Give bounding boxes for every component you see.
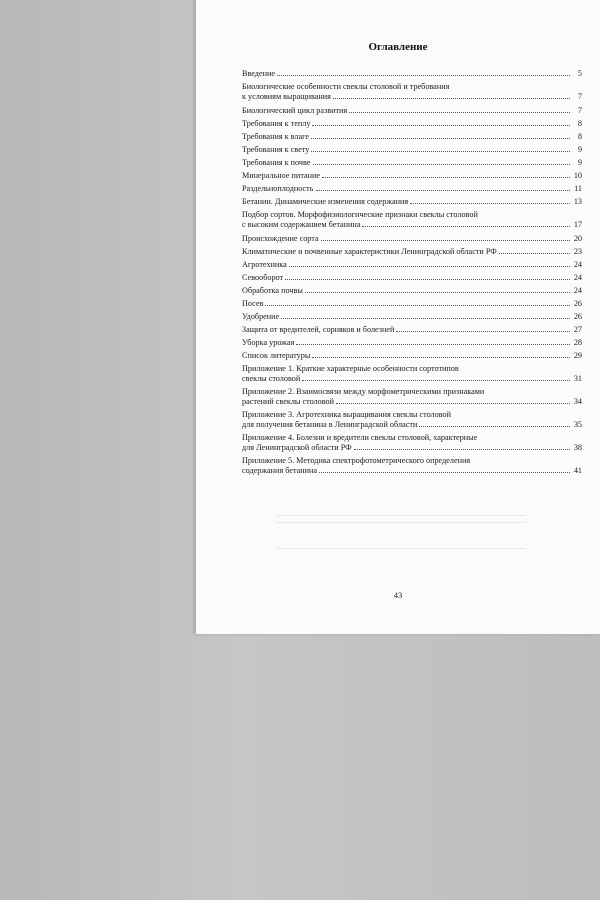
toc-entry-line [242, 234, 582, 244]
toc-entry-text: Требования к почве [242, 158, 311, 167]
dot-leader [285, 279, 570, 280]
toc-entry [242, 260, 582, 270]
toc-page-number: 41 [573, 466, 582, 475]
toc-entry-line [242, 338, 582, 348]
toc-entry-line [242, 145, 582, 155]
toc-entry-text: Приложение 3. Агротехника выращивания свеклы столовой [242, 410, 452, 419]
document-page [196, 0, 600, 634]
dot-leader [289, 266, 570, 267]
toc-entry [242, 158, 582, 168]
toc-entry-line [242, 387, 582, 397]
toc-entry-line [242, 325, 582, 335]
toc-entry [242, 364, 582, 384]
toc-entry-line [242, 286, 582, 296]
toc-entry [242, 106, 582, 116]
toc-entry-line [242, 312, 582, 322]
toc-entry-text: Приложение 1. Краткие характерные особенности сортотипов [242, 364, 459, 373]
dot-leader [354, 449, 570, 450]
dot-leader [312, 357, 570, 358]
toc-entry-line [242, 69, 582, 79]
toc-entry [242, 171, 582, 181]
toc-entry-line [242, 443, 582, 453]
toc-page-number: 9 [577, 145, 582, 154]
toc-page-number: 5 [577, 69, 582, 78]
toc-entry [242, 338, 582, 348]
toc-entry-line [242, 119, 582, 129]
toc-page-number: 26 [573, 299, 582, 308]
dot-leader [316, 190, 571, 191]
dot-leader [499, 253, 570, 254]
dot-leader [302, 380, 570, 381]
toc-entry-text: Климатические и почвенные характеристики Ленинградской области РФ [242, 247, 497, 256]
dot-leader [336, 403, 570, 404]
toc-entry-text: Требования к влаге [242, 132, 310, 141]
toc-entry-line [242, 466, 582, 476]
toc-page-number: 24 [573, 260, 582, 269]
toc-page-number: 23 [573, 247, 582, 256]
toc-entry-text: для Ленинградской области РФ [242, 443, 352, 452]
toc-entry-text: растений свеклы столовой [242, 397, 335, 406]
toc-entry [242, 119, 582, 129]
dot-leader [322, 177, 570, 178]
toc-entry-text: Уборка урожая [242, 338, 295, 347]
toc-entry-text: Севооборот [242, 273, 284, 282]
toc-entry-text: Удобрение [242, 312, 280, 321]
page-number: 43 [393, 590, 403, 600]
toc-entry-text: Приложение 2. Взаимосвязи между морфометрическими признаками [242, 387, 485, 396]
toc-entry [242, 286, 582, 296]
bleed-through-line [276, 522, 526, 523]
dot-leader [312, 125, 570, 126]
dot-leader [311, 138, 570, 139]
toc-entry-line [242, 420, 582, 430]
toc-page-number: 34 [573, 397, 582, 406]
dot-leader [281, 318, 570, 319]
toc-entry-text: Приложение 4. Болезни и вредители свеклы столовой, характерные [242, 433, 478, 442]
toc-entry [242, 69, 582, 79]
toc-page-number: 13 [573, 197, 582, 206]
toc-entry-line [242, 184, 582, 194]
bleed-through-line [276, 515, 526, 516]
dot-leader [265, 305, 570, 306]
toc-entry-line [242, 364, 582, 374]
toc-entry [242, 247, 582, 257]
toc-entry-line [242, 220, 582, 230]
toc-page-number: 35 [573, 420, 582, 429]
toc-page-number: 7 [577, 92, 582, 101]
toc-page-number: 10 [573, 171, 582, 180]
dot-leader [362, 226, 570, 227]
dot-leader [311, 151, 570, 152]
toc-entry-line [242, 158, 582, 168]
toc-entry-line [242, 92, 582, 102]
toc-entry-text: Посев [242, 299, 264, 308]
toc-entry [242, 433, 582, 453]
toc-entry-text: Приложение 5. Методика спектрофотометрического определения [242, 456, 471, 465]
toc-entry [242, 234, 582, 244]
dot-leader [277, 75, 570, 76]
toc-page-number: 31 [573, 374, 582, 383]
toc-entry [242, 197, 582, 207]
toc-entry-line [242, 210, 582, 220]
toc-entry-line [242, 456, 582, 466]
toc-entry-text: Требования к теплу [242, 119, 311, 128]
toc-page-number: 26 [573, 312, 582, 321]
toc-entry [242, 410, 582, 430]
toc-entry-line [242, 82, 582, 92]
toc-entry-text: Происхождение сорта [242, 234, 319, 243]
toc-page-number: 8 [577, 119, 582, 128]
toc-entry [242, 273, 582, 283]
dot-leader [349, 112, 570, 113]
toc-page-number: 9 [577, 158, 582, 167]
toc-entry-text: с высоким содержанием бетанина [242, 220, 361, 229]
toc-page-number: 28 [573, 338, 582, 347]
toc-page-number: 7 [577, 106, 582, 115]
dot-leader [419, 426, 570, 427]
toc-entry [242, 351, 582, 361]
toc-entry [242, 456, 582, 476]
toc-entry [242, 299, 582, 309]
toc-entry [242, 184, 582, 194]
toc-entry-line [242, 106, 582, 116]
toc-entry-line [242, 374, 582, 384]
toc-entry [242, 325, 582, 335]
toc-entry-text: Подбор сортов. Морфофизиологические признаки свеклы столовой [242, 210, 478, 219]
toc-entry-text: Список литературы [242, 351, 311, 360]
toc-page-number: 24 [573, 286, 582, 295]
toc-entry [242, 387, 582, 407]
toc-page-number: 20 [573, 234, 582, 243]
toc-entry-text: для получения бетанина в Ленинградской области [242, 420, 418, 429]
toc-entry-text: к условиям выращивания [242, 92, 331, 101]
dot-leader [410, 203, 570, 204]
toc-entry-text: свеклы столовой [242, 374, 301, 383]
toc-entry-line [242, 299, 582, 309]
toc-entry-text: Раздельноплодность [242, 184, 314, 193]
toc-entry-text: Минеральное питание [242, 171, 321, 180]
toc-entry-line [242, 273, 582, 283]
dot-leader [296, 344, 570, 345]
toc-entry-line [242, 410, 582, 420]
dot-leader [313, 164, 570, 165]
toc-title: Оглавление [368, 41, 428, 53]
toc-entry [242, 145, 582, 155]
toc-page-number: 17 [573, 220, 582, 229]
toc-entry-text: Биологический цикл развития [242, 106, 348, 115]
toc-entry-line [242, 433, 582, 443]
toc-entry-text: Биологические особенности свеклы столовой и требования [242, 82, 450, 91]
toc-entry-text: Бетанин. Динамические изменения содержания [242, 197, 409, 206]
toc-entry-line [242, 247, 582, 257]
toc-entry-text: Защита от вредителей, сорняков и болезней [242, 325, 395, 334]
toc-entry [242, 132, 582, 142]
toc-entry [242, 82, 582, 102]
toc-entry-text: Агротехника [242, 260, 287, 269]
dot-leader [321, 240, 570, 241]
dot-leader [396, 331, 570, 332]
toc-entry-text: Требования к свету [242, 145, 310, 154]
toc-entry-line [242, 351, 582, 361]
toc-entry-text: Введение [242, 69, 276, 78]
toc-page-number: 38 [573, 443, 582, 452]
toc-entry-text: Обработка почвы [242, 286, 303, 295]
toc-page-number: 24 [573, 273, 582, 282]
toc-entry [242, 210, 582, 230]
toc-page-number: 29 [573, 351, 582, 360]
dot-leader [305, 292, 570, 293]
toc-page-number: 11 [574, 184, 582, 193]
bleed-through-line [276, 548, 526, 549]
toc-entry [242, 312, 582, 322]
toc-entry-line [242, 171, 582, 181]
dot-leader [319, 472, 570, 473]
toc-entry-text: содержания бетанина [242, 466, 318, 475]
toc-entry-line [242, 397, 582, 407]
toc-entry-line [242, 132, 582, 142]
table-of-contents [242, 66, 582, 476]
dot-leader [333, 98, 570, 99]
toc-entry-line [242, 197, 582, 207]
toc-page-number: 27 [573, 325, 582, 334]
toc-page-number: 8 [577, 132, 582, 141]
toc-entry-line [242, 260, 582, 270]
